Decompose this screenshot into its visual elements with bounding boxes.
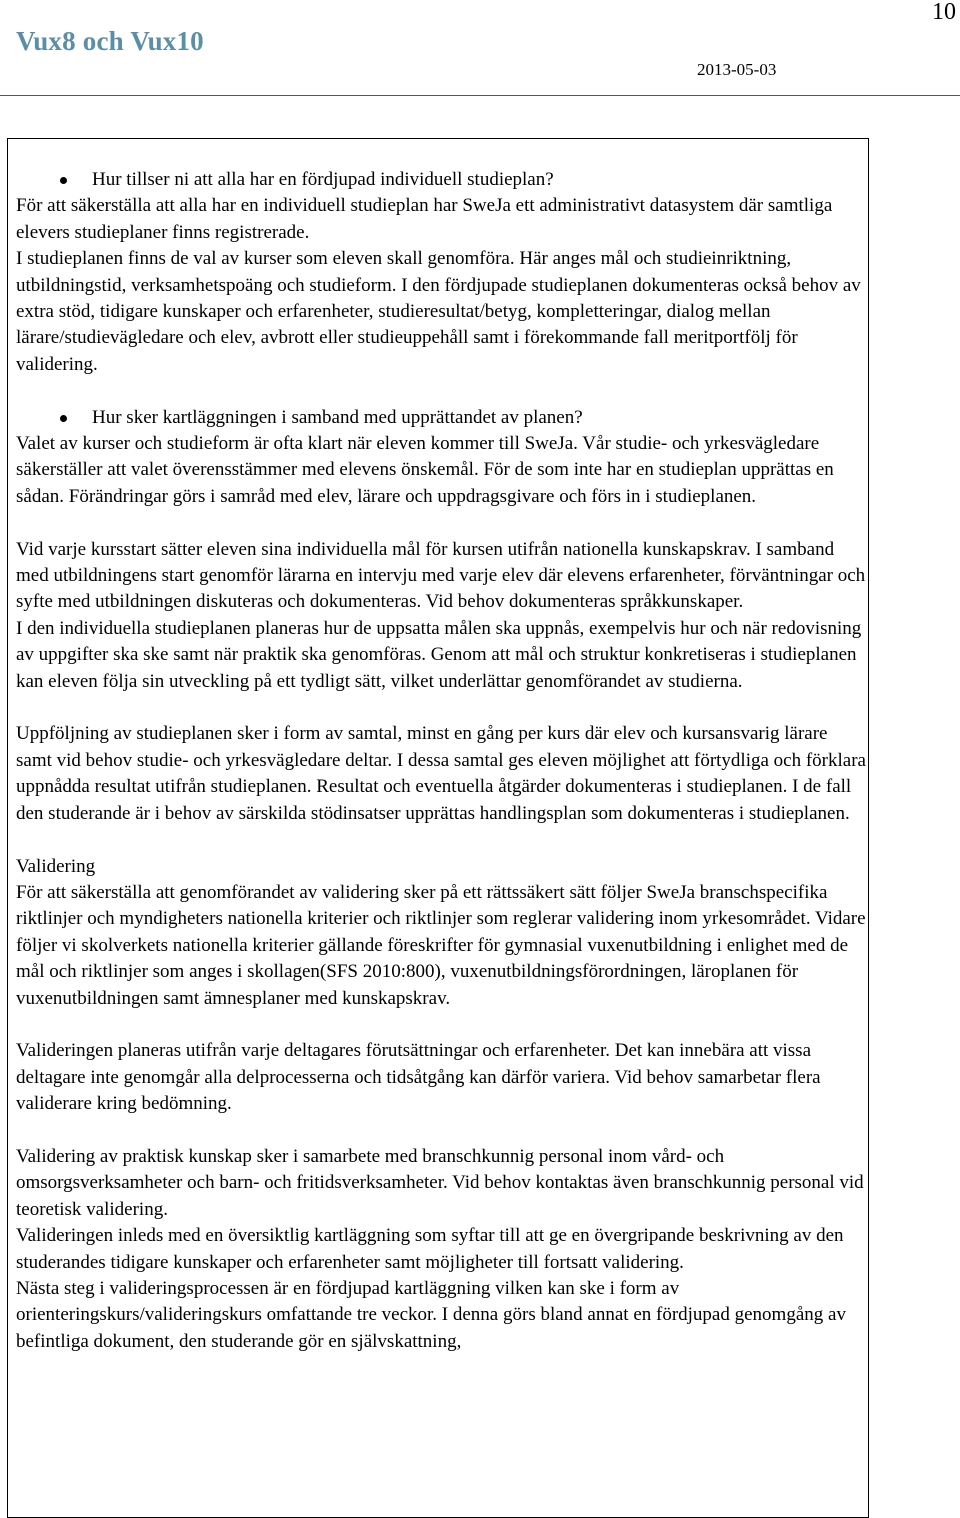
- paragraph: Validering av praktisk kunskap sker i samarbete med branschkunnig personal inom vård- och omsorgsverksamheter och barn- och fritidsverksamheter. Vid behov kontaktas även branschkunnig personal vid teoretisk validering.: [16, 1145, 864, 1220]
- paragraph: Valet av kurser och studieform är ofta klart när eleven kommer till SweJa. Vår studie- och yrkesvägledare säkerställer att valet överensstämmer med elevens önskemål. För de som inte har en studieplan upprättas en sådan. Förändringar görs i samråd med elev, lärare och uppdragsgivare och förs in i studieplanen.: [16, 433, 834, 507]
- paragraph: I studieplanen finns de val av kurser som eleven skall genomföra. Här anges mål och studieinriktning, utbildningstid, verksamhetspoäng och studieform. I den fördjupade studieplanen dokumenteras också behov av extra stöd, tidigare kunskaper och erfarenheter, studieresultat/betyg, kompletteringar, dialog mellan lärare/studievägledare och elev, avbrott eller studieuppehåll samt i förekommande fall meritportfölj för validering.: [16, 248, 861, 375]
- paragraph-gap: [16, 510, 866, 536]
- bullet-icon: [60, 415, 67, 422]
- paragraph-gap: [16, 695, 866, 721]
- paragraph: För att säkerställa att alla har en individuell studieplan har SweJa ett administrativt datasystem där samtliga elevers studieplaner finns registrerade.: [16, 195, 833, 243]
- paragraph: I den individuella studieplanen planeras hur de uppsatta målen ska uppnås, exempelvis hur och när redovisning av uppgifter ska ske samt när praktik ska genomföras. Genom att mål och struktur konkretiseras i studieplanen kan eleven följa sin utveckling på ett tydligt sätt, vilket underlättar genomförandet av studierna.: [16, 617, 862, 692]
- document-title: Vux8 och Vux10: [16, 26, 204, 56]
- paragraph: För att säkerställa att genomförandet av validering sker på ett rättssäkert sätt följer SweJa branschspecifika riktlinjer och myndigheters nationella kriterier och riktlinjer som reglerar validering inom yrkesområdet. Vidare följer vi skolverkets nationella kriterier gällande föreskrifter för gymnasial vuxenutbildning i enlighet med de mål och riktlinjer som anges i skollagen(SFS 2010:800), vuxenutbildningsförordningen, läroplanen för vuxenutbildningen samt ämnesplaner med kunskapskrav.: [16, 881, 866, 1009]
- question-bullet: [16, 405, 866, 431]
- paragraph: Uppföljning av studieplanen sker i form av samtal, minst en gång per kurs där elev och kursansvarig lärare samt vid behov studie- och yrkesvägledare deltar. I dessa samtal ges eleven möjlighet att förtydliga och förklara uppnådda resultat utifrån studieplanen. Resultat och eventuella åtgärder dokumenteras i studieplanen. I de fall den studerande är i behov av särskilda stödinsatser upprättas handlingsplan som dokumenteras i studieplanen.: [16, 723, 866, 824]
- paragraph-gap: [16, 378, 866, 404]
- paragraph: Valideringen planeras utifrån varje deltagares förutsättningar och erfarenheter. Det kan innebära att vissa deltagare inte genomgår alla delprocesserna och tidsåtgång kan därför variera. Vid behov samarbetar flera validerare kring bedömning.: [16, 1040, 821, 1115]
- paragraph: Nästa steg i valideringsprocessen är en fördjupad kartläggning vilken kan ske i form av orienteringskurs/valideringskurs omfattande tre veckor. I denna görs bland annat en fördjupad genomgång av befintliga dokument, den studerande gör en självskattning,: [16, 1277, 846, 1352]
- question-text: Hur sker kartläggningen i samband med upprättandet av planen?: [92, 406, 583, 428]
- question-bullet: [16, 167, 866, 193]
- paragraph-gap: [16, 1118, 866, 1144]
- page-number: 10: [932, 0, 956, 25]
- paragraph-gap: [16, 827, 866, 853]
- paragraph: Vid varje kursstart sätter eleven sina individuella mål för kursen utifrån nationella kunskapskrav. I samband med utbildningens start genomför lärarna en intervju med varje elev där elevens erfarenheter, förväntningar och syfte med utbildningen diskuteras och dokumenteras. Vid behov dokumenteras språkkunskaper.: [16, 538, 866, 613]
- bullet-icon: [60, 177, 67, 184]
- header-divider: [0, 95, 960, 96]
- paragraph: Valideringen inleds med en översiktlig kartläggning som syftar till att ge en övergripande beskrivning av den studerandes tidigare kunskaper och erfarenheter samt möjligheter till fortsatt validering.: [16, 1225, 844, 1273]
- document-body: [16, 167, 866, 1355]
- paragraph-gap: [16, 1012, 866, 1038]
- question-text: Hur tillser ni att alla har en fördjupad individuell studieplan?: [92, 169, 554, 190]
- document-date: 2013-05-03: [697, 60, 777, 79]
- section-heading: Validering: [16, 855, 96, 877]
